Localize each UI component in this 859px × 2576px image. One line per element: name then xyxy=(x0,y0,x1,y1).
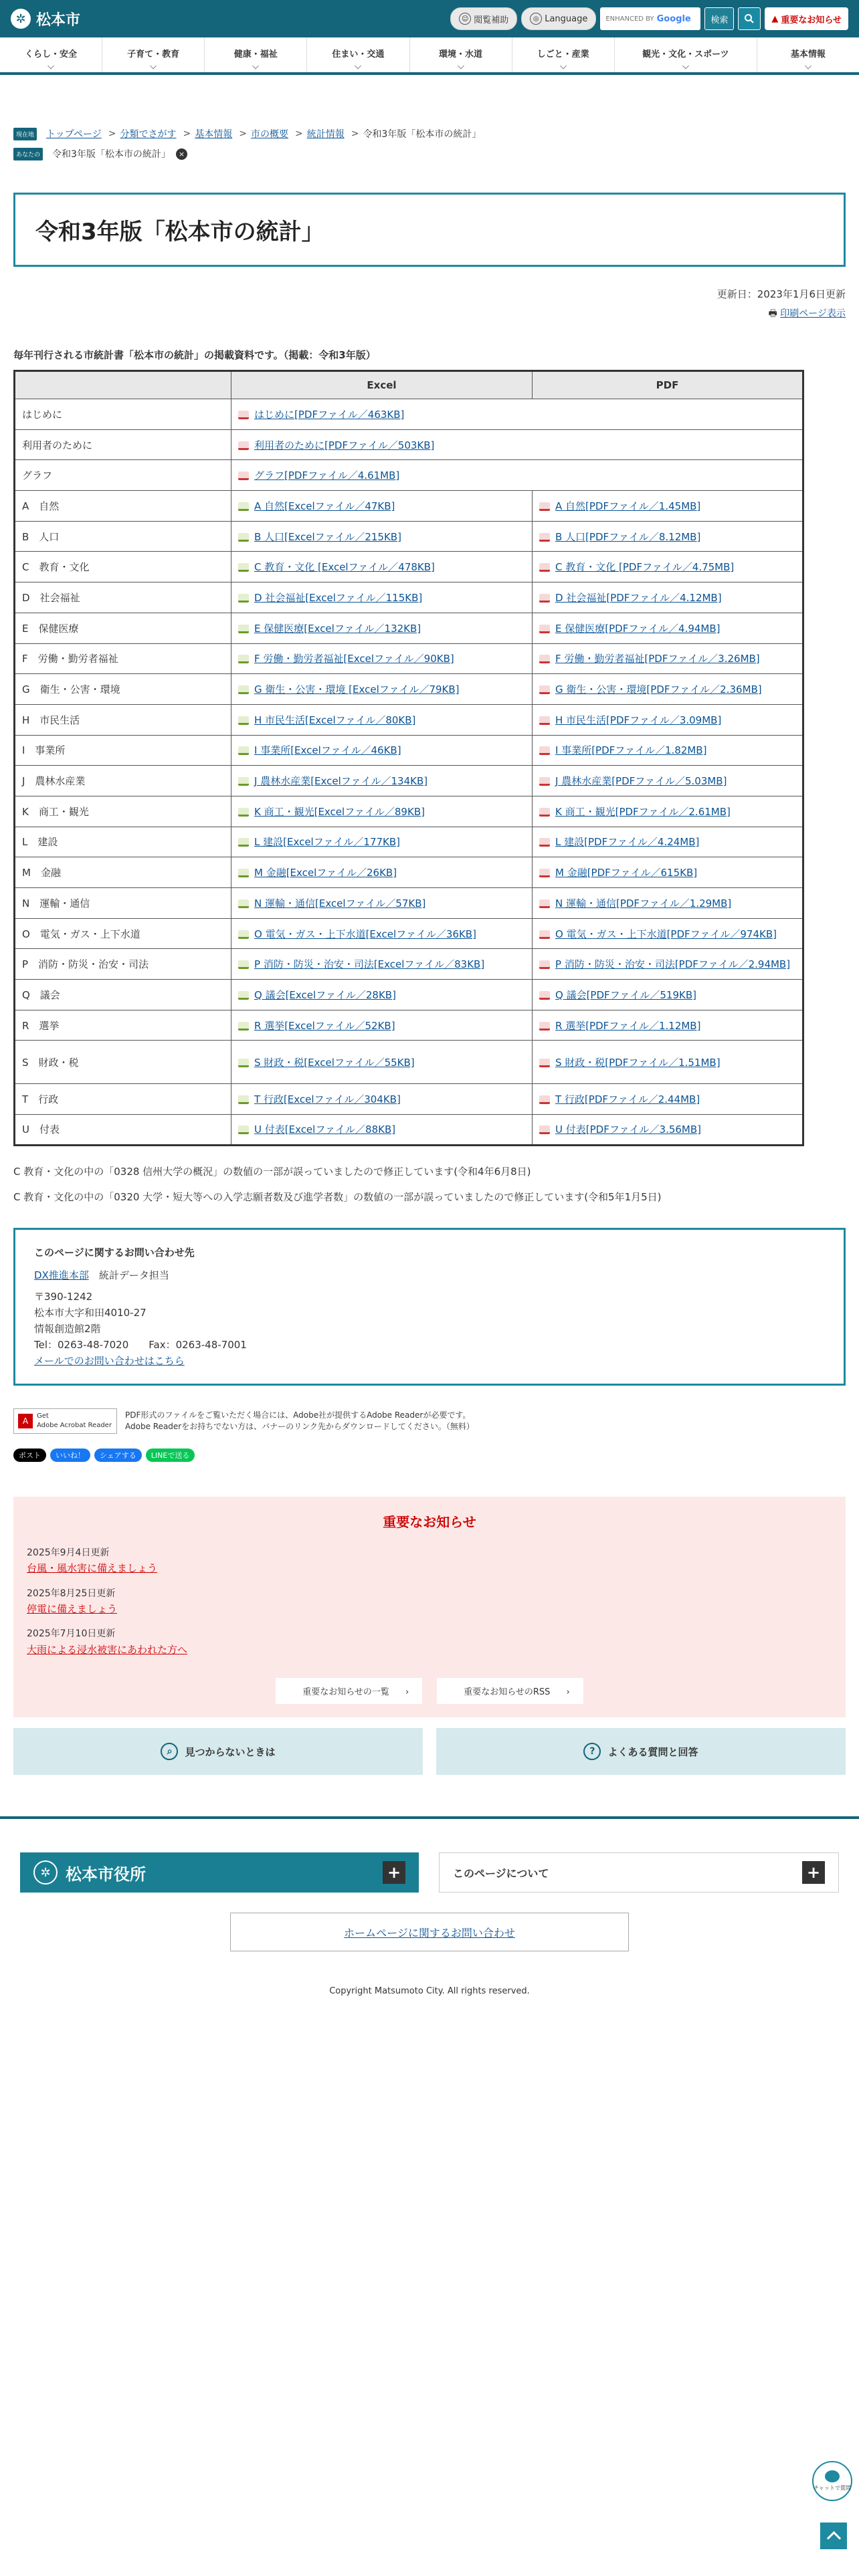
lead-text: 毎年刊行される市統計書「松本市の統計」の掲載資料です。（掲載：令和3年版） xyxy=(13,349,376,361)
pdf-link[interactable]: C 教育・文化 [PDFファイル／4.75MB] xyxy=(555,561,735,574)
table-row xyxy=(15,857,803,888)
pdf-link[interactable]: はじめに[PDFファイル／463KB] xyxy=(254,408,405,421)
row-label: R 選挙 xyxy=(15,1010,231,1041)
excel-cell xyxy=(231,674,533,705)
row-label: K 商工・観光 xyxy=(15,796,231,827)
important-notices xyxy=(13,1497,846,1717)
pdf-link[interactable]: H 市民生活[PDFファイル／3.09MB] xyxy=(555,714,722,726)
excel-icon xyxy=(238,746,249,755)
excel-link[interactable]: A 自然[Excelファイル／47KB] xyxy=(254,500,395,512)
question-icon: ? xyxy=(583,1743,601,1760)
adobe-get: Get xyxy=(37,1412,49,1420)
row-label: T 行政 xyxy=(15,1084,231,1115)
excel-link[interactable]: L 建設[Excelファイル／177KB] xyxy=(254,836,401,849)
pdf-cell xyxy=(533,582,803,613)
nav-item[interactable]: 基本情報 xyxy=(757,37,859,72)
pdf-link[interactable]: B 人口[PDFファイル／8.12MB] xyxy=(555,530,701,543)
row-label: G 衛生・公害・環境 xyxy=(15,674,231,705)
pdf-link[interactable]: P 消防・防災・治安・司法[PDFファイル／2.94MB] xyxy=(555,958,791,971)
table-row xyxy=(15,429,803,460)
line-share-button[interactable]: LINEで送る xyxy=(146,1448,195,1462)
excel-icon xyxy=(238,899,249,908)
breadcrumb-current: 令和3年版「松本市の統計」 xyxy=(363,129,482,140)
nav-item[interactable]: しごと・産業 xyxy=(512,37,615,72)
table-row xyxy=(15,1115,803,1146)
page-title: 令和3年版「松本市の統計」 xyxy=(13,193,846,267)
notes xyxy=(0,1164,859,1205)
pdf-icon xyxy=(539,808,550,817)
table-row xyxy=(15,552,803,582)
pdf-icon xyxy=(238,411,249,419)
adobe-reader-banner[interactable] xyxy=(13,1408,117,1434)
excel-icon xyxy=(238,991,249,1000)
pdf-icon xyxy=(539,1095,550,1104)
notice-item xyxy=(27,1586,832,1618)
pdf-cell xyxy=(533,888,803,919)
search-button[interactable]: 検索 xyxy=(704,7,734,30)
header-bar xyxy=(0,0,859,37)
pdf-cell xyxy=(533,1010,803,1041)
pdf-icon xyxy=(539,563,550,572)
excel-icon xyxy=(238,1095,249,1104)
row-label: I 事業所 xyxy=(15,735,231,766)
pdf-cell xyxy=(533,796,803,827)
important-notice-button[interactable] xyxy=(765,7,848,30)
breadcrumb-link[interactable]: 分類でさがす xyxy=(120,129,177,140)
pdf-link[interactable]: F 労働・勤労者福祉[PDFファイル／3.26MB] xyxy=(555,653,760,665)
row-label: B 人口 xyxy=(15,521,231,552)
scroll-to-top-button[interactable] xyxy=(820,2523,847,2549)
pdf-link[interactable]: D 社会福祉[PDFファイル／4.12MB] xyxy=(555,591,722,604)
excel-link[interactable]: D 社会福祉[Excelファイル／115KB] xyxy=(254,591,423,604)
excel-icon xyxy=(238,960,249,969)
pdf-link[interactable]: R 選挙[PDFファイル／1.12MB] xyxy=(555,1019,701,1032)
not-found-button[interactable] xyxy=(13,1728,423,1775)
section-name: 統計データ担当 xyxy=(98,1269,169,1281)
excel-link[interactable]: R 選挙[Excelファイル／52KB] xyxy=(254,1019,395,1032)
pdf-icon xyxy=(539,594,550,603)
pdf-icon xyxy=(539,960,550,969)
excel-icon xyxy=(238,777,249,786)
excel-link[interactable]: S 財政・税[Excelファイル／55KB] xyxy=(254,1056,415,1069)
pdf-cell xyxy=(533,613,803,643)
pdf-cell xyxy=(533,491,803,522)
pdf-cell xyxy=(533,827,803,857)
row-label: C 教育・文化 xyxy=(15,552,231,582)
pdf-icon xyxy=(539,777,550,786)
statistics-table xyxy=(13,370,804,1146)
table-row xyxy=(15,1084,803,1115)
chat-label: チャットで質問 xyxy=(814,2485,851,2491)
warning-icon: ▲ xyxy=(771,13,779,24)
breadcrumb xyxy=(0,127,859,160)
row-label: P 消防・防災・治安・司法 xyxy=(15,949,231,980)
close-icon[interactable]: × xyxy=(176,148,187,160)
adobe-text: Adobe Readerをお持ちでない方は、バナーのリンク先からダウンロードしてください。（無料） xyxy=(125,1421,474,1431)
excel-icon xyxy=(238,655,249,663)
pdf-icon xyxy=(539,655,550,663)
excel-cell xyxy=(231,552,533,582)
notice-link[interactable]: 停電に備えましょう xyxy=(27,1602,118,1615)
breadcrumb-link[interactable]: 統計情報 xyxy=(306,129,345,140)
footer-divider xyxy=(0,1816,859,1819)
excel-cell xyxy=(231,949,533,980)
excel-link[interactable]: N 運輸・通信[Excelファイル／57KB] xyxy=(254,897,426,909)
single-cell xyxy=(231,429,803,460)
table-row xyxy=(15,613,803,643)
homepage-contact-link[interactable]: ホームページに関するお問い合わせ xyxy=(344,1926,515,1939)
excel-icon xyxy=(238,563,249,572)
pdf-link[interactable]: G 衛生・公害・環境[PDFファイル／2.36MB] xyxy=(555,683,762,696)
notice-list-label: 重要なお知らせの一覧 xyxy=(289,1681,403,1704)
row-label: D 社会福祉 xyxy=(15,582,231,613)
excel-link[interactable]: G 衛生・公害・環境 [Excelファイル／79KB] xyxy=(254,683,460,696)
pdf-link[interactable]: S 財政・税[PDFファイル／1.51MB] xyxy=(555,1056,721,1069)
pdf-link[interactable]: U 付表[PDFファイル／3.56MB] xyxy=(555,1123,702,1136)
row-label: はじめに xyxy=(15,399,231,430)
faq-button[interactable] xyxy=(436,1728,846,1775)
excel-cell xyxy=(231,918,533,949)
about-page-label: このページについて xyxy=(453,1866,549,1880)
x-post-button[interactable]: ポスト xyxy=(13,1448,46,1462)
print-link[interactable]: 印刷ページ表示 xyxy=(780,308,846,319)
language-button[interactable] xyxy=(521,7,596,30)
magnifier-icon: ⌕ xyxy=(161,1743,178,1760)
pdf-link[interactable]: N 運輸・通信[PDFファイル／1.29MB] xyxy=(555,897,732,909)
acrobat-icon: A xyxy=(18,1414,33,1428)
excel-link[interactable]: H 市民生活[Excelファイル／80KB] xyxy=(254,714,416,726)
nav-item[interactable]: 子育て・教育 xyxy=(102,37,205,72)
language-label: Language xyxy=(545,13,588,24)
excel-cell xyxy=(231,1115,533,1146)
excel-icon xyxy=(238,930,249,939)
excel-icon xyxy=(238,594,249,603)
pdf-cell xyxy=(533,949,803,980)
table-row xyxy=(15,735,803,766)
row-label: E 保健医療 xyxy=(15,613,231,643)
row-label: U 付表 xyxy=(15,1115,231,1146)
table-row xyxy=(15,827,803,857)
pdf-link[interactable]: L 建設[PDFファイル／4.24MB] xyxy=(555,836,700,849)
excel-cell xyxy=(231,1084,533,1115)
table-row xyxy=(15,766,803,796)
pdf-cell xyxy=(533,704,803,735)
table-row xyxy=(15,796,803,827)
table-row xyxy=(15,582,803,613)
accessibility-label: 閲覧補助 xyxy=(474,15,509,25)
row-label: J 農林水産業 xyxy=(15,766,231,796)
excel-cell xyxy=(231,766,533,796)
excel-link[interactable]: K 商工・観光[Excelファイル／89KB] xyxy=(254,805,425,818)
excel-link[interactable]: B 人口[Excelファイル／215KB] xyxy=(254,530,401,543)
breadcrumb-link[interactable]: トップページ xyxy=(46,129,102,140)
history-item: 令和3年版「松本市の統計」 xyxy=(52,149,171,160)
address: 松本市大字和田4010-27 xyxy=(34,1306,147,1319)
table-row xyxy=(15,674,803,705)
pdf-icon xyxy=(539,1059,550,1067)
nav-item[interactable]: 環境・水道 xyxy=(410,37,512,72)
notice-item xyxy=(27,1545,832,1577)
pdf-icon xyxy=(539,716,550,725)
nav-item[interactable]: くらし・安全 xyxy=(0,37,102,72)
updated-date: 更新日：2023年1月6日更新 xyxy=(717,288,846,300)
pdf-cell xyxy=(533,1115,803,1146)
notice-link[interactable]: 大雨による浸水被害にあわれた方へ xyxy=(27,1643,188,1656)
pdf-cell xyxy=(533,766,803,796)
row-label: S 財政・税 xyxy=(15,1041,231,1084)
adobe-text: PDF形式のファイルをご覧いただく場合には、Adobe社が提供するAdobe Readerが必要です。 xyxy=(125,1410,471,1420)
row-label: N 運輸・通信 xyxy=(15,888,231,919)
pdf-link[interactable]: 利用者のために[PDFファイル／503KB] xyxy=(254,439,435,451)
facebook-like-button[interactable]: いいね！ xyxy=(50,1448,90,1462)
about-page-accordion[interactable] xyxy=(439,1852,839,1893)
excel-cell xyxy=(231,491,533,522)
adobe-reader-section xyxy=(0,1408,859,1434)
nav-item[interactable]: 観光・文化・スポーツ xyxy=(615,37,757,72)
notice-link[interactable]: 台風・風水害に備えましょう xyxy=(27,1562,158,1575)
row-label: グラフ xyxy=(15,460,231,491)
pdf-icon xyxy=(539,533,550,542)
pdf-cell xyxy=(533,980,803,1010)
notice-rss-label: 重要なお知らせのRSS xyxy=(450,1681,563,1704)
table-row xyxy=(15,918,803,949)
table-row xyxy=(15,460,803,491)
pdf-icon xyxy=(539,869,550,877)
table-header: PDF xyxy=(533,371,803,399)
table-row xyxy=(15,491,803,522)
city-hall-label: 松本市役所 xyxy=(66,1864,146,1884)
dept-link[interactable]: DX推進本部 xyxy=(34,1269,89,1281)
notice-item xyxy=(27,1626,832,1658)
city-emblem-icon: ✲ xyxy=(11,9,31,29)
excel-icon xyxy=(238,869,249,877)
excel-link[interactable]: O 電気・ガス・上下水道[Excelファイル／36KB] xyxy=(254,928,476,940)
plus-icon: + xyxy=(383,1861,405,1884)
excel-link[interactable]: P 消防・防災・治安・司法[Excelファイル／83KB] xyxy=(254,958,485,971)
site-name: 松本市 xyxy=(36,11,81,29)
not-found-label: 見つからないときは xyxy=(185,1745,276,1758)
notice-rss-button[interactable]: 重要なお知らせのRSS › xyxy=(437,1678,583,1704)
table-header: Excel xyxy=(231,371,533,399)
important-title: 重要なお知らせ xyxy=(383,1513,476,1530)
pdf-link[interactable]: E 保健医療[PDFファイル／4.94MB] xyxy=(555,622,721,635)
excel-icon xyxy=(238,1125,249,1134)
table-row xyxy=(15,704,803,735)
notice-date: 2025年7月10日更新 xyxy=(27,1628,116,1640)
pdf-icon xyxy=(238,441,249,450)
excel-link[interactable]: U 付表[Excelファイル／88KB] xyxy=(254,1123,396,1136)
pdf-link[interactable]: K 商工・観光[PDFファイル／2.61MB] xyxy=(555,805,731,818)
social-buttons xyxy=(0,1448,859,1462)
excel-cell xyxy=(231,888,533,919)
breadcrumb-separator: > xyxy=(239,128,247,139)
table-row xyxy=(15,1010,803,1041)
row-label: H 市民生活 xyxy=(15,704,231,735)
table-row xyxy=(15,888,803,919)
excel-cell xyxy=(231,827,533,857)
search-input[interactable] xyxy=(600,7,700,30)
pdf-link[interactable]: T 行政[PDFファイル／2.44MB] xyxy=(555,1093,700,1106)
nav-item[interactable]: 住まい・交通 xyxy=(307,37,409,72)
breadcrumb-separator: > xyxy=(351,128,359,139)
excel-icon xyxy=(238,533,249,542)
row-label: 利用者のために xyxy=(15,429,231,460)
pdf-cell xyxy=(533,1084,803,1115)
nav-item[interactable]: 健康・福祉 xyxy=(205,37,307,72)
history-tag: あなたの xyxy=(13,148,43,160)
pdf-icon xyxy=(539,838,550,847)
current-location-tag: 現在地 xyxy=(13,128,37,140)
pdf-cell xyxy=(533,1041,803,1084)
facebook-share-button[interactable]: シェアする xyxy=(94,1448,142,1462)
row-label: O 電気・ガス・上下水道 xyxy=(15,918,231,949)
contact-heading: このページに関するお問い合わせ先 xyxy=(34,1246,195,1259)
excel-link[interactable]: F 労働・勤労者福祉[Excelファイル／90KB] xyxy=(254,653,454,665)
search-icon[interactable] xyxy=(738,7,761,30)
excel-cell xyxy=(231,521,533,552)
excel-cell xyxy=(231,857,533,888)
notice-date: 2025年8月25日更新 xyxy=(27,1588,116,1599)
excel-cell xyxy=(231,613,533,643)
building: 情報創造館2階 xyxy=(34,1322,101,1335)
excel-icon xyxy=(238,502,249,511)
postal-code: 〒390-1242 xyxy=(34,1290,93,1303)
notice-date: 2025年9月4日更新 xyxy=(27,1547,110,1558)
pdf-link[interactable]: グラフ[PDFファイル／4.61MB] xyxy=(254,469,400,482)
excel-link[interactable]: E 保健医療[Excelファイル／132KB] xyxy=(254,622,421,635)
excel-link[interactable]: I 事業所[Excelファイル／46KB] xyxy=(254,744,401,757)
pdf-cell xyxy=(533,918,803,949)
row-label: M 金融 xyxy=(15,857,231,888)
chat-button[interactable] xyxy=(812,2461,852,2501)
excel-icon xyxy=(238,838,249,847)
row-label: F 労働・勤労者福祉 xyxy=(15,643,231,674)
printer-icon: 🖶 xyxy=(768,308,777,319)
mail-link[interactable]: メールでのお問い合わせはこちら xyxy=(34,1354,185,1367)
excel-icon xyxy=(238,716,249,725)
excel-link[interactable]: M 金融[Excelファイル／26KB] xyxy=(254,867,397,879)
excel-cell xyxy=(231,980,533,1010)
pdf-cell xyxy=(533,643,803,674)
plus-icon: + xyxy=(802,1861,825,1884)
excel-cell xyxy=(231,582,533,613)
table-header xyxy=(15,371,231,399)
site-logo[interactable] xyxy=(11,9,80,29)
pdf-icon xyxy=(539,1022,550,1031)
pdf-icon xyxy=(539,625,550,633)
city-emblem-icon: ✲ xyxy=(33,1860,58,1885)
phone-fax: Tel：0263-48-7020 Fax：0263-48-7001 xyxy=(34,1338,247,1351)
excel-link[interactable]: J 農林水産業[Excelファイル／134KB] xyxy=(254,775,428,788)
help-links xyxy=(13,1728,846,1775)
breadcrumb-separator: > xyxy=(294,128,303,139)
row-label: A 自然 xyxy=(15,491,231,522)
breadcrumb-link[interactable]: 市の概要 xyxy=(250,129,288,140)
excel-cell xyxy=(231,1041,533,1084)
accessibility-icon: ☺ xyxy=(459,13,471,25)
excel-icon xyxy=(238,685,249,694)
global-nav xyxy=(0,37,859,75)
pdf-cell xyxy=(533,552,803,582)
excel-icon xyxy=(238,1059,249,1067)
excel-link[interactable]: T 行政[Excelファイル／304KB] xyxy=(254,1093,401,1106)
important-notice-label: 重要なお知らせ xyxy=(781,15,842,25)
pdf-link[interactable]: Q 議会[PDFファイル／519KB] xyxy=(555,988,696,1001)
adobe-banner-label: Adobe Acrobat Reader xyxy=(37,1421,112,1429)
contact-box xyxy=(13,1228,846,1386)
table-row xyxy=(15,1041,803,1084)
excel-link[interactable]: Q 議会[Excelファイル／28KB] xyxy=(254,988,396,1001)
breadcrumb-link[interactable]: 基本情報 xyxy=(195,129,233,140)
excel-cell xyxy=(231,704,533,735)
pdf-icon xyxy=(539,746,550,755)
excel-cell xyxy=(231,735,533,766)
breadcrumb-separator: > xyxy=(183,128,191,139)
excel-cell xyxy=(231,1010,533,1041)
pdf-cell xyxy=(533,735,803,766)
pdf-icon xyxy=(539,502,550,511)
note: C 教育・文化の中の「0320 大学・短大等への入学志願者数及び進学者数」の数値の一部が誤っていましたので修正しています(令和5年1月5日) xyxy=(13,1190,662,1203)
excel-icon xyxy=(238,808,249,817)
pdf-icon xyxy=(539,899,550,908)
single-cell xyxy=(231,460,803,491)
excel-cell xyxy=(231,643,533,674)
pdf-cell xyxy=(533,674,803,705)
pdf-link[interactable]: O 電気・ガス・上下水道[PDFファイル／974KB] xyxy=(555,928,777,940)
table-row xyxy=(15,643,803,674)
globe-icon: ◎ xyxy=(530,13,542,25)
city-hall-accordion[interactable] xyxy=(20,1852,419,1893)
faq-label: よくある質問と回答 xyxy=(607,1745,698,1758)
table-row xyxy=(15,399,803,430)
pdf-icon xyxy=(539,930,550,939)
pdf-cell xyxy=(533,521,803,552)
pdf-link[interactable]: J 農林水産業[PDFファイル／5.03MB] xyxy=(555,775,727,788)
pdf-icon xyxy=(238,471,249,480)
accessibility-button[interactable] xyxy=(450,7,517,30)
chat-bubble-icon xyxy=(825,2470,840,2482)
row-label: L 建設 xyxy=(15,827,231,857)
pdf-cell xyxy=(533,857,803,888)
excel-icon xyxy=(238,1022,249,1031)
search-brand: ENHANCED BY xyxy=(605,15,654,23)
copyright: Copyright Matsumoto City. All rights reserved. xyxy=(329,1986,530,1997)
google-label: Google xyxy=(656,13,691,24)
pdf-icon xyxy=(539,1125,550,1134)
table-row xyxy=(15,949,803,980)
table-row xyxy=(15,521,803,552)
single-cell xyxy=(231,399,803,430)
excel-icon xyxy=(238,625,249,633)
pdf-link[interactable]: M 金融[PDFファイル／615KB] xyxy=(555,867,698,879)
excel-link[interactable]: C 教育・文化 [Excelファイル／478KB] xyxy=(254,561,435,574)
pdf-icon xyxy=(539,991,550,1000)
note: C 教育・文化の中の「0328 信州大学の概況」の数値の一部が誤っていましたので修正しています(令和4年6月8日) xyxy=(13,1165,531,1178)
breadcrumb-separator: > xyxy=(108,128,116,139)
pdf-icon xyxy=(539,685,550,694)
pdf-link[interactable]: A 自然[PDFファイル／1.45MB] xyxy=(555,500,701,512)
notice-list-button[interactable]: 重要なお知らせの一覧 › xyxy=(276,1678,422,1704)
pdf-link[interactable]: I 事業所[PDFファイル／1.82MB] xyxy=(555,744,707,757)
table-row xyxy=(15,980,803,1010)
row-label: Q 議会 xyxy=(15,980,231,1010)
excel-cell xyxy=(231,796,533,827)
